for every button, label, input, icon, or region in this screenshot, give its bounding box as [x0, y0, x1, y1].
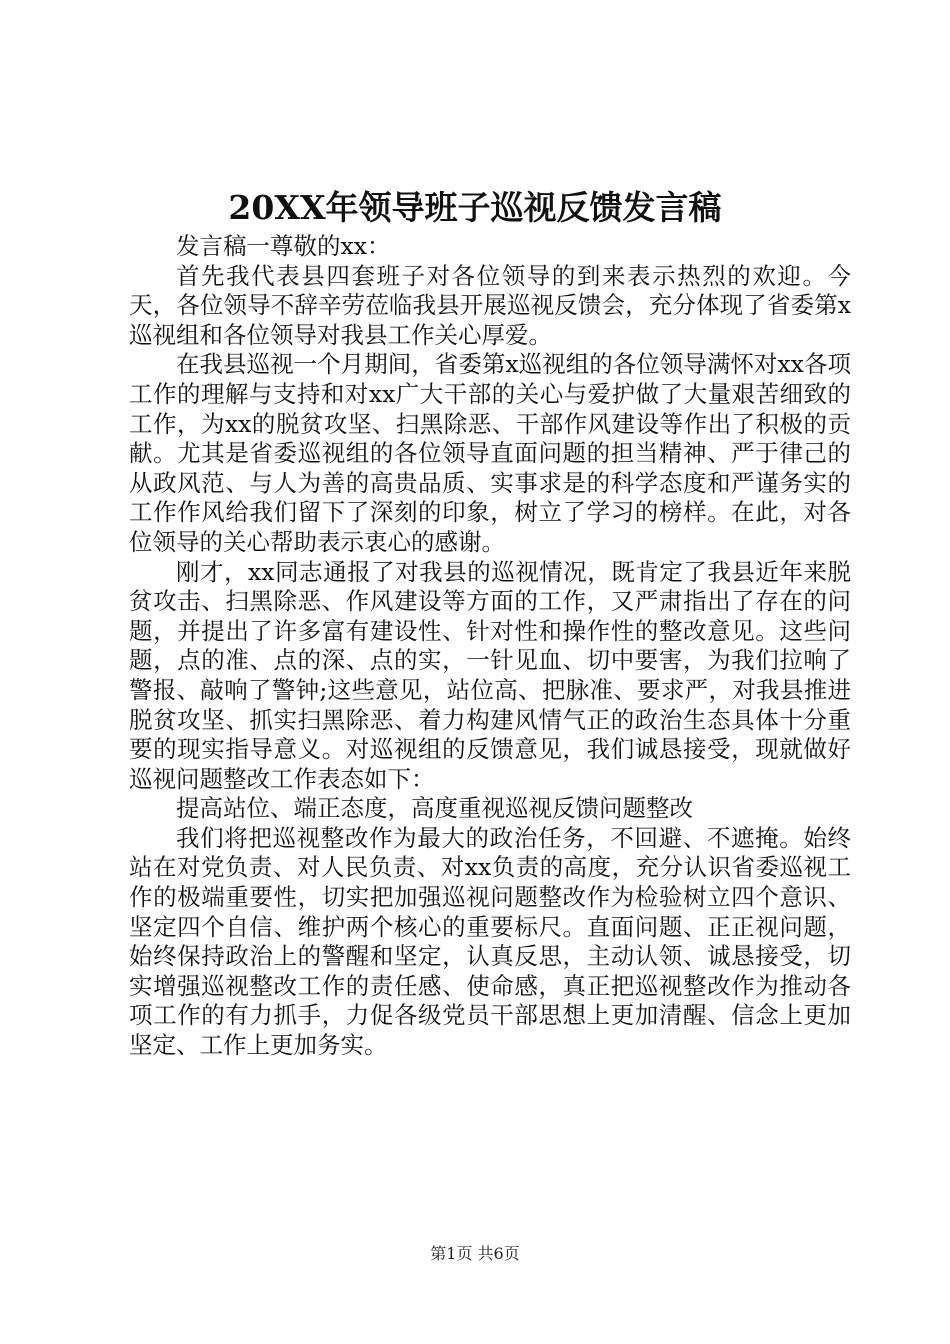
document-title: 20XX年领导班子巡视反馈发言稿	[228, 188, 722, 227]
gratitude-paragraph: 在我县巡视一个月期间，省委第x巡视组的各位领导满怀对xx各项工作的理解与支持和对xx广大干部的关心与爱护做了大量艰苦细致的工作，为xx的脱贫攻坚、扫黑除恶、干部作风建设等作出了积极的贡献。尤其是省委巡视组的各位领导直面问题的担当精神、严于律己的从政风范、与人为善的高贵品质、实事求是的科学态度和严谨务实的工作作风给我们留下了深刻的印象，树立了学习的榜样。在此，对各位领导的关心帮助表示衷心的感谢。	[129, 350, 851, 556]
welcome-paragraph: 首先我代表县四套班子对各位领导的到来表示热烈的欢迎。今天，各位领导不辞辛劳莅临我县开展巡视反馈会，充分体现了省委第x巡视组和各位领导对我县工作关心厚爱。	[129, 261, 851, 349]
section-heading: 提高站位、端正态度，高度重视巡视反馈问题整改	[176, 794, 693, 823]
feedback-paragraph: 刚才，xx同志通报了对我县的巡视情况，既肯定了我县近年来脱贫攻击、扫黑除恶、作风建设等方面的工作，又严肃指出了存在的问题，并提出了许多富有建设性、针对性和操作性的整改意见。这些问题，点的准、点的深、点的实，一针见血、切中要害，为我们拉响了警报、敲响了警钟;这些意见，站位高、把脉准、要求严，对我县推进脱贫攻坚、抓实扫黑除恶、着力构建风情气正的政治生态具体十分重要的现实指导意义。对巡视组的反馈意见，我们诚恳接受，现就做好巡视问题整改工作表态如下：	[129, 557, 851, 793]
greeting-paragraph: 发言稿一尊敬的xx：	[176, 232, 391, 260]
commitment-paragraph: 我们将把巡视整改作为最大的政治任务，不回避、不遮掩。始终站在对党负责、对人民负责、对xx负责的高度，充分认识省委巡视工作的极端重要性，切实把加强巡视问题整改作为检验树立四个意识、坚定四个自信、维护两个核心的重要标尺。直面问题、正正视问题，始终保持政治上的警醒和坚定，认真反思，主动认领、诚恳接受，切实增强巡视整改工作的责任感、使命感，真正把巡视整改作为推动各项工作的有力抓手，力促各级党员干部思想上更加清醒、信念上更加坚定、工作上更加务实。	[129, 823, 851, 1060]
page-footer: 第1页 共6页	[430, 1244, 520, 1263]
document-body	[129, 232, 851, 1061]
